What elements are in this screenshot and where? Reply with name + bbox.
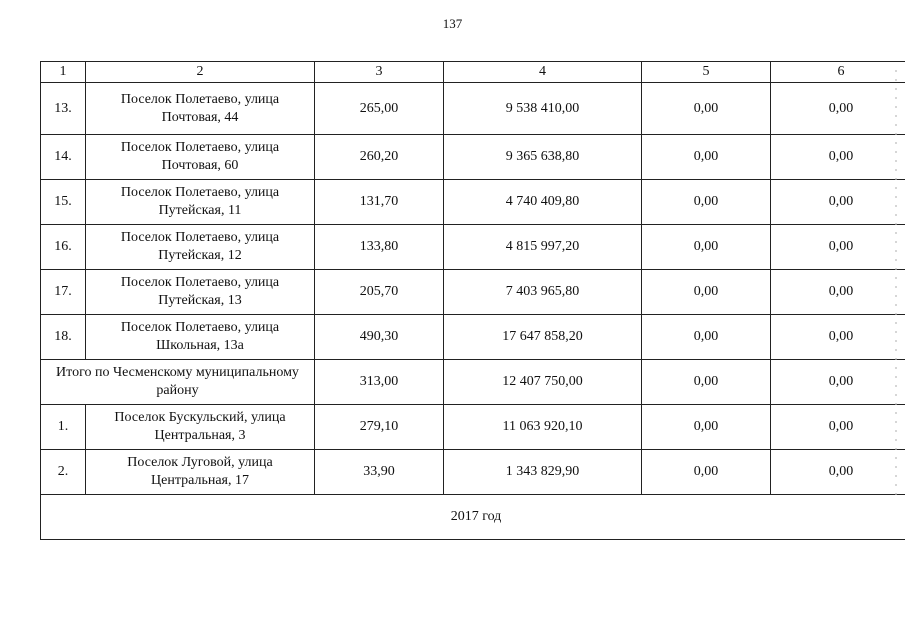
address-line-2: Центральная, 17 — [151, 473, 249, 488]
value-col3: 133,80 — [315, 225, 444, 270]
table-header-row — [41, 62, 905, 83]
column-header: 3 — [315, 62, 444, 83]
value-col6: 0,00 — [771, 180, 905, 225]
value-col5: 0,00 — [642, 270, 771, 315]
value-col4: 1 343 829,90 — [444, 450, 642, 495]
table-row — [41, 180, 905, 225]
value-col3: 33,90 — [315, 450, 444, 495]
address-line-1: Поселок Полетаево, улица — [120, 91, 280, 107]
value-col5: 0,00 — [642, 405, 771, 450]
address-line-1: Поселок Полетаево, улица — [120, 230, 280, 245]
address-line-2: Путейская, 13 — [158, 293, 242, 308]
value-col6: 0,00 — [771, 270, 905, 315]
subtotal-label — [41, 360, 315, 405]
scan-artifact — [895, 70, 897, 500]
value-col5: 0,00 — [642, 315, 771, 360]
data-table — [40, 61, 905, 540]
subtotal-line-2: району — [156, 383, 199, 398]
address-line-2: Почтовая, 44 — [161, 109, 239, 125]
value-col5: 0,00 — [642, 135, 771, 180]
value-col6: 0,00 — [771, 315, 905, 360]
address-line-1: Поселок Бускульский, улица — [114, 410, 286, 425]
value-col4: 11 063 920,10 — [444, 405, 642, 450]
address-line-1: Поселок Полетаево, улица — [120, 320, 280, 335]
table-row — [41, 135, 905, 180]
column-header: 4 — [444, 62, 642, 83]
address-line-2: Путейская, 12 — [158, 248, 242, 263]
year-section-row — [41, 495, 905, 540]
value-col6: 0,00 — [771, 135, 905, 180]
value-col6: 0,00 — [771, 450, 905, 495]
column-header: 5 — [642, 62, 771, 83]
value-col4: 9 365 638,80 — [444, 135, 642, 180]
value-col5: 0,00 — [642, 450, 771, 495]
column-header: 2 — [86, 62, 315, 83]
table-row — [41, 225, 905, 270]
value-col3: 265,00 — [315, 83, 444, 135]
value-col3: 205,70 — [315, 270, 444, 315]
column-header: 6 — [771, 62, 905, 83]
address-line-1: Поселок Луговой, улица — [127, 455, 273, 470]
value-col3: 313,00 — [315, 360, 444, 405]
address-cell — [86, 135, 315, 180]
value-col6: 0,00 — [771, 225, 905, 270]
value-col5: 0,00 — [642, 180, 771, 225]
value-col3: 131,70 — [315, 180, 444, 225]
row-number: 1. — [41, 405, 86, 450]
table-row — [41, 315, 905, 360]
value-col4: 9 538 410,00 — [444, 83, 642, 135]
table-row — [41, 405, 905, 450]
row-number: 2. — [41, 450, 86, 495]
value-col4: 4 815 997,20 — [444, 225, 642, 270]
address-line-1: Поселок Полетаево, улица — [120, 140, 280, 155]
row-number: 15. — [41, 180, 86, 225]
row-number: 17. — [41, 270, 86, 315]
column-header: 1 — [41, 62, 86, 83]
subtotal-line-1: Итого по Чесменскому муниципальному — [56, 365, 299, 380]
row-number: 13. — [41, 83, 86, 135]
address-cell — [86, 315, 315, 360]
row-number: 14. — [41, 135, 86, 180]
address-cell — [86, 270, 315, 315]
address-cell — [86, 450, 315, 495]
table-row — [41, 450, 905, 495]
address-cell — [86, 180, 315, 225]
value-col3: 279,10 — [315, 405, 444, 450]
address-line-2: Путейская, 11 — [158, 203, 242, 218]
address-line-2: Школьная, 13а — [156, 338, 244, 353]
value-col4: 12 407 750,00 — [444, 360, 642, 405]
value-col3: 260,20 — [315, 135, 444, 180]
subtotal-row — [41, 360, 905, 405]
row-number: 16. — [41, 225, 86, 270]
table-row — [41, 270, 905, 315]
address-cell — [86, 83, 315, 135]
address-line-1: Поселок Полетаево, улица — [120, 185, 280, 200]
row-number: 18. — [41, 315, 86, 360]
value-col5: 0,00 — [642, 83, 771, 135]
value-col4: 4 740 409,80 — [444, 180, 642, 225]
address-line-2: Почтовая, 60 — [161, 158, 239, 173]
table-row — [41, 83, 905, 135]
value-col4: 7 403 965,80 — [444, 270, 642, 315]
value-col6: 0,00 — [771, 83, 905, 135]
value-col6: 0,00 — [771, 360, 905, 405]
value-col5: 0,00 — [642, 360, 771, 405]
address-line-2: Центральная, 3 — [154, 428, 246, 443]
value-col5: 0,00 — [642, 225, 771, 270]
page-number: 137 — [442, 16, 463, 31]
address-cell — [86, 405, 315, 450]
year-heading: 2017 год — [41, 495, 905, 540]
value-col6: 0,00 — [771, 405, 905, 450]
address-line-1: Поселок Полетаево, улица — [120, 275, 280, 290]
address-cell — [86, 225, 315, 270]
value-col3: 490,30 — [315, 315, 444, 360]
value-col4: 17 647 858,20 — [444, 315, 642, 360]
